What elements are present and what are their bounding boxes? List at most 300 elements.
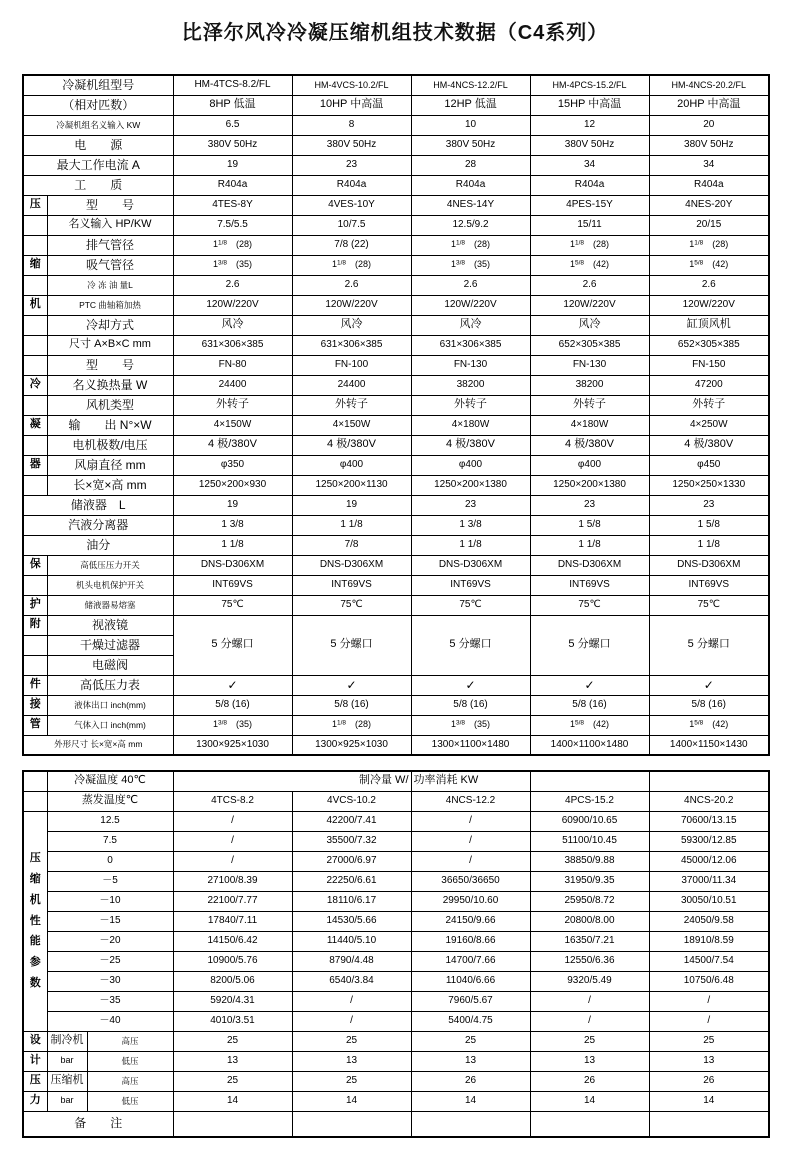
performance-value: 14700/7.66 <box>411 951 530 971</box>
table-cell: 2.6 <box>649 275 769 295</box>
model-header: 4PCS-15.2 <box>530 791 649 811</box>
row-label: 最大工作电流 A <box>23 155 173 175</box>
condensing-temp-header: 冷凝温度 40℃ <box>47 771 173 791</box>
table-cell: 631×306×385 <box>292 335 411 355</box>
performance-value: / <box>292 991 411 1011</box>
table-cell: 19 <box>173 495 292 515</box>
row-label: 吸气管径 <box>47 255 173 275</box>
pressure-value: 14 <box>649 1091 769 1111</box>
group-label: 接 <box>23 695 47 715</box>
evap-temp-value: －35 <box>47 991 173 1011</box>
table-cell: 4 极/380V <box>173 435 292 455</box>
table-cell: 23 <box>530 495 649 515</box>
table-cell: 631×306×385 <box>173 335 292 355</box>
table-cell: 19 <box>173 155 292 175</box>
row-label: 汽液分离器 <box>23 515 173 535</box>
table-cell: 4PES-15Y <box>530 195 649 215</box>
table-row <box>23 991 769 1011</box>
spacer-cell <box>530 771 649 791</box>
table-cell: 外转子 <box>649 395 769 415</box>
table-cell: 20HP 中高温 <box>649 95 769 115</box>
group-label: 附 <box>23 615 47 635</box>
group-label <box>23 435 47 455</box>
row-label: 外形尺寸 长×宽×高 mm <box>23 735 173 755</box>
remark-label: 备 注 <box>23 1111 173 1137</box>
performance-value: / <box>292 1011 411 1031</box>
table-row <box>23 355 769 375</box>
table-cell: 风冷 <box>292 315 411 335</box>
table-cell: ✓ <box>173 675 292 695</box>
table-row <box>23 115 769 135</box>
table-cell: 5/8 (16) <box>173 695 292 715</box>
table-cell: DNS-D306XM <box>649 555 769 575</box>
row-label: 视液镜 <box>47 615 173 635</box>
table-cell: FN-150 <box>649 355 769 375</box>
table-row <box>23 335 769 355</box>
table-cell: FN-130 <box>530 355 649 375</box>
table-cell: 4 极/380V <box>530 435 649 455</box>
table-row <box>23 615 769 635</box>
group-label <box>23 315 47 335</box>
table-cell: 120W/220V <box>173 295 292 315</box>
table-cell: 120W/220V <box>649 295 769 315</box>
evap-temp-value: 12.5 <box>47 811 173 831</box>
table-row <box>23 455 769 475</box>
group-label: 设 <box>23 1031 47 1051</box>
table-cell: 380V 50Hz <box>530 135 649 155</box>
table-cell: 外转子 <box>292 395 411 415</box>
remark-value <box>173 1111 292 1137</box>
table-row <box>23 735 769 755</box>
group-label <box>23 791 47 811</box>
table-cell: $1^{3/8}$ (35) <box>173 255 292 275</box>
table-cell: 4×150W <box>173 415 292 435</box>
performance-value: 42200/7.41 <box>292 811 411 831</box>
table-cell: 4NES-20Y <box>649 195 769 215</box>
pressure-kind: 高压 <box>87 1071 173 1091</box>
table-cell: 1 1/8 <box>173 535 292 555</box>
pressure-value: 26 <box>649 1071 769 1091</box>
pressure-value: 26 <box>530 1071 649 1091</box>
performance-value: 35500/7.32 <box>292 831 411 851</box>
table-cell: 8HP 低温 <box>173 95 292 115</box>
pressure-value: 13 <box>649 1051 769 1071</box>
table-cell: 外转子 <box>411 395 530 415</box>
performance-value: 8790/4.48 <box>292 951 411 971</box>
table-row <box>23 295 769 315</box>
pressure-value: 25 <box>530 1031 649 1051</box>
remark-value <box>649 1111 769 1137</box>
table-cell: 38200 <box>530 375 649 395</box>
group-label: 压 <box>23 195 47 215</box>
table-cell: 7.5/5.5 <box>173 215 292 235</box>
table-cell: 4×180W <box>530 415 649 435</box>
table-cell: 1400×1100×1480 <box>530 735 649 755</box>
performance-value: 24150/9.66 <box>411 911 530 931</box>
pressure-kind: 高压 <box>87 1031 173 1051</box>
performance-value: 19160/8.66 <box>411 931 530 951</box>
table-row <box>23 135 769 155</box>
table-row <box>23 475 769 495</box>
table-row <box>23 535 769 555</box>
table-cell: 5 分螺口 <box>411 615 530 675</box>
table-cell: 5/8 (16) <box>530 695 649 715</box>
table-row <box>23 275 769 295</box>
group-label <box>23 335 47 355</box>
table-cell: 风冷 <box>173 315 292 335</box>
table-cell: 15HP 中高温 <box>530 95 649 115</box>
performance-value: 9320/5.49 <box>530 971 649 991</box>
table-cell: 1250×200×1380 <box>411 475 530 495</box>
table-cell: 47200 <box>649 375 769 395</box>
group-label: 力 <box>23 1091 47 1111</box>
table-cell: 38200 <box>411 375 530 395</box>
table-cell: 2.6 <box>411 275 530 295</box>
table-row <box>23 595 769 615</box>
table-cell: 1300×925×1030 <box>173 735 292 755</box>
table-row <box>23 695 769 715</box>
table-cell: 1250×250×1330 <box>649 475 769 495</box>
row-label: （相对匹数） <box>23 95 173 115</box>
group-label <box>23 771 47 791</box>
row-label: 高低压压力开关 <box>47 555 173 575</box>
table-cell: $1^{3/8}$ (35) <box>411 715 530 735</box>
table-cell: 1 1/8 <box>530 535 649 555</box>
table-cell: 19 <box>292 495 411 515</box>
table-row <box>23 1111 769 1137</box>
table-cell: 6.5 <box>173 115 292 135</box>
table-cell: DNS-D306XM <box>173 555 292 575</box>
table-cell: $1^{1/8}$ (28) <box>411 235 530 255</box>
table-cell: 5 分螺口 <box>649 615 769 675</box>
row-label: 长×宽×高 mm <box>47 475 173 495</box>
table-row <box>23 155 769 175</box>
table-cell: 75℃ <box>649 595 769 615</box>
model-header: 4NCS-20.2 <box>649 791 769 811</box>
table-cell: 5 分螺口 <box>173 615 292 675</box>
pressure-value: 25 <box>292 1031 411 1051</box>
table-cell: 10 <box>411 115 530 135</box>
row-label: 气体入口 inch(mm) <box>47 715 173 735</box>
group-label: 凝 <box>23 415 47 435</box>
table-cell: 23 <box>649 495 769 515</box>
model-header: 4TCS-8.2 <box>173 791 292 811</box>
table-row <box>23 1051 769 1071</box>
evap-temp-value: －10 <box>47 891 173 911</box>
table-row <box>23 1031 769 1051</box>
table-row <box>23 931 769 951</box>
table-row <box>23 235 769 255</box>
table-cell: 2.6 <box>292 275 411 295</box>
page-title: 比泽尔风冷冷凝压缩机组技术数据（C4系列） <box>181 22 609 44</box>
performance-value: 38850/9.88 <box>530 851 649 871</box>
performance-value: / <box>649 991 769 1011</box>
table-cell: 2.6 <box>173 275 292 295</box>
table-cell: 8 <box>292 115 411 135</box>
table-cell: 1250×200×930 <box>173 475 292 495</box>
remark-value <box>292 1111 411 1137</box>
table-cell: $1^{5/8}$ (42) <box>530 715 649 735</box>
pressure-value: 25 <box>173 1071 292 1091</box>
performance-value: / <box>411 831 530 851</box>
performance-value: 30050/10.51 <box>649 891 769 911</box>
table-cell: 12HP 低温 <box>411 95 530 115</box>
pressure-subject: 压缩机 <box>47 1071 87 1091</box>
table-cell: φ450 <box>649 455 769 475</box>
pressure-value: 25 <box>649 1031 769 1051</box>
table-header-row <box>23 771 769 791</box>
row-label: 冷却方式 <box>47 315 173 335</box>
table-cell: FN-130 <box>411 355 530 375</box>
table-cell: 24400 <box>292 375 411 395</box>
table-cell: 5/8 (16) <box>292 695 411 715</box>
table-row <box>23 555 769 575</box>
row-label: 排气管径 <box>47 235 173 255</box>
table-cell: R404a <box>530 175 649 195</box>
table-cell: 1 5/8 <box>530 515 649 535</box>
performance-value: / <box>173 831 292 851</box>
table-cell: INT69VS <box>292 575 411 595</box>
pressure-value: 25 <box>173 1031 292 1051</box>
table-header-row <box>23 791 769 811</box>
table-cell: 15/11 <box>530 215 649 235</box>
performance-value: 60900/10.65 <box>530 811 649 831</box>
row-label: 电 源 <box>23 135 173 155</box>
performance-value: / <box>411 811 530 831</box>
table-row <box>23 1011 769 1031</box>
performance-value: 24050/9.58 <box>649 911 769 931</box>
table-cell: 1 1/8 <box>649 535 769 555</box>
table-row <box>23 215 769 235</box>
pressure-subject: 制冷机 <box>47 1031 87 1051</box>
table-cell: 4×180W <box>411 415 530 435</box>
table-cell: $1^{1/8}$ (28) <box>173 235 292 255</box>
table-cell: 34 <box>530 155 649 175</box>
table-row <box>23 911 769 931</box>
table-row <box>23 891 769 911</box>
table-cell: INT69VS <box>649 575 769 595</box>
row-label: 冷凝机组型号 <box>23 75 173 95</box>
row-label: 名义输入 HP/KW <box>47 215 173 235</box>
table-cell: $1^{5/8}$ (42) <box>649 255 769 275</box>
group-label: 件 <box>23 675 47 695</box>
table-row <box>23 675 769 695</box>
table-cell: 1250×200×1380 <box>530 475 649 495</box>
table-cell: 1400×1150×1430 <box>649 735 769 755</box>
row-label: 冷凝机组名义输入 KW <box>23 115 173 135</box>
group-label <box>23 355 47 375</box>
row-label: 电机极数/电压 <box>47 435 173 455</box>
model-header: 4VCS-10.2 <box>292 791 411 811</box>
performance-value: / <box>649 1011 769 1031</box>
pressure-value: 13 <box>292 1051 411 1071</box>
performance-value: 45000/12.06 <box>649 851 769 871</box>
table-cell: 4 极/380V <box>649 435 769 455</box>
table-cell: 4VES-10Y <box>292 195 411 215</box>
row-label: 风扇直径 mm <box>47 455 173 475</box>
performance-value: 12550/6.36 <box>530 951 649 971</box>
group-label <box>23 235 47 255</box>
capacity-header: 制冷量 W/ <box>173 771 411 791</box>
row-label: 高低压力表 <box>47 675 173 695</box>
performance-value: 16350/7.21 <box>530 931 649 951</box>
table-cell: $1^{1/8}$ (28) <box>530 235 649 255</box>
table-cell: 652×305×385 <box>530 335 649 355</box>
table-cell: 75℃ <box>411 595 530 615</box>
performance-value: 36650/36650 <box>411 871 530 891</box>
performance-value: / <box>530 1011 649 1031</box>
table-cell: 1 3/8 <box>411 515 530 535</box>
performance-value: 22250/6.61 <box>292 871 411 891</box>
table-row <box>23 575 769 595</box>
table-row <box>23 95 769 115</box>
table-row <box>23 515 769 535</box>
table-cell: 20/15 <box>649 215 769 235</box>
group-label <box>23 395 47 415</box>
row-label: 型 号 <box>47 195 173 215</box>
table-cell: DNS-D306XM <box>530 555 649 575</box>
group-label: 冷 <box>23 375 47 395</box>
table-cell: $1^{1/8}$ (28) <box>292 255 411 275</box>
table-cell: 4×150W <box>292 415 411 435</box>
table-cell: 风冷 <box>530 315 649 335</box>
table-cell: 1 3/8 <box>173 515 292 535</box>
performance-value: 27100/8.39 <box>173 871 292 891</box>
row-label: 名义换热量 W <box>47 375 173 395</box>
table-cell: INT69VS <box>173 575 292 595</box>
evap-temp-value: －15 <box>47 911 173 931</box>
table-cell: $1^{5/8}$ (42) <box>649 715 769 735</box>
remark-value <box>411 1111 530 1137</box>
table-cell: 1 5/8 <box>649 515 769 535</box>
row-label: 冷 冻 油 量L <box>47 275 173 295</box>
table-cell: 12 <box>530 115 649 135</box>
group-label: 护 <box>23 595 47 615</box>
group-label: 压 缩 机 性 能 参 数 <box>23 811 47 1031</box>
table-cell: ✓ <box>649 675 769 695</box>
performance-value: 14500/7.54 <box>649 951 769 971</box>
group-label: 计 <box>23 1051 47 1071</box>
row-label: 尺寸 A×B×C mm <box>47 335 173 355</box>
evap-temp-value: －25 <box>47 951 173 971</box>
technical-data-table <box>22 74 770 756</box>
evap-temp-value: －20 <box>47 931 173 951</box>
evap-temp-value: －30 <box>47 971 173 991</box>
table-cell: 外转子 <box>530 395 649 415</box>
table-cell: 380V 50Hz <box>292 135 411 155</box>
table-cell: 5/8 (16) <box>649 695 769 715</box>
table-cell: 2.6 <box>530 275 649 295</box>
pressure-subject: bar <box>47 1051 87 1071</box>
power-header: 功率消耗 KW <box>411 771 530 791</box>
group-label <box>23 475 47 495</box>
performance-value: 6540/3.84 <box>292 971 411 991</box>
table-cell: 4NES-14Y <box>411 195 530 215</box>
pressure-kind: 低压 <box>87 1051 173 1071</box>
table-cell: R404a <box>649 175 769 195</box>
table-row <box>23 715 769 735</box>
row-label: 工 质 <box>23 175 173 195</box>
table-cell: FN-100 <box>292 355 411 375</box>
performance-value: 11440/5.10 <box>292 931 411 951</box>
performance-value: 4010/3.51 <box>173 1011 292 1031</box>
group-label: 压 <box>23 1071 47 1091</box>
evap-temp-value: 0 <box>47 851 173 871</box>
pressure-value: 13 <box>173 1051 292 1071</box>
pressure-kind: 低压 <box>87 1091 173 1111</box>
table-cell: DNS-D306XM <box>292 555 411 575</box>
table-cell: φ400 <box>411 455 530 475</box>
performance-value: / <box>173 811 292 831</box>
table-row <box>23 851 769 871</box>
group-label <box>23 655 47 675</box>
group-label <box>23 635 47 655</box>
table-cell: 652×305×385 <box>649 335 769 355</box>
row-label: 输 出 N°×W <box>47 415 173 435</box>
table-row <box>23 395 769 415</box>
table-cell: 380V 50Hz <box>411 135 530 155</box>
table-cell: 4 极/380V <box>411 435 530 455</box>
table-cell: 120W/220V <box>530 295 649 315</box>
table-cell: $1^{3/8}$ (35) <box>411 255 530 275</box>
pressure-value: 25 <box>292 1071 411 1091</box>
table-cell: INT69VS <box>530 575 649 595</box>
pressure-value: 26 <box>411 1071 530 1091</box>
row-label: 机头电机保护开关 <box>47 575 173 595</box>
pressure-subject: bar <box>47 1091 87 1111</box>
table-cell: 12.5/9.2 <box>411 215 530 235</box>
table-cell: $1^{5/8}$ (42) <box>530 255 649 275</box>
table-row <box>23 871 769 891</box>
row-label: 风机类型 <box>47 395 173 415</box>
table-cell: φ350 <box>173 455 292 475</box>
table-cell: 24400 <box>173 375 292 395</box>
table-cell: 23 <box>411 495 530 515</box>
table-cell: 20 <box>649 115 769 135</box>
performance-value: 18910/8.59 <box>649 931 769 951</box>
table-row <box>23 831 769 851</box>
performance-value: / <box>411 851 530 871</box>
table-cell: 缸顶风机 <box>649 315 769 335</box>
evap-temp-value: 7.5 <box>47 831 173 851</box>
table-cell: 5/8 (16) <box>411 695 530 715</box>
table-cell: 75℃ <box>530 595 649 615</box>
table-row <box>23 971 769 991</box>
table-cell: 10HP 中高温 <box>292 95 411 115</box>
table-cell: 1 1/8 <box>292 515 411 535</box>
table-row <box>23 495 769 515</box>
performance-value: 14150/6.42 <box>173 931 292 951</box>
model-header: 4NCS-12.2 <box>411 791 530 811</box>
performance-value: 22100/7.77 <box>173 891 292 911</box>
evap-temp-value: －5 <box>47 871 173 891</box>
pressure-value: 14 <box>411 1091 530 1111</box>
table-cell: $1^{1/8}$ (28) <box>292 715 411 735</box>
performance-value: 14530/5.66 <box>292 911 411 931</box>
table-cell: R404a <box>173 175 292 195</box>
table-cell: 4 极/380V <box>292 435 411 455</box>
table-cell: HM-4NCS-20.2/FL <box>649 75 769 95</box>
table-row <box>23 255 769 275</box>
table-cell: 4×250W <box>649 415 769 435</box>
pressure-value: 13 <box>530 1051 649 1071</box>
performance-value: 10900/5.76 <box>173 951 292 971</box>
group-label: 机 <box>23 295 47 315</box>
table-cell: 7/8 (22) <box>292 235 411 255</box>
table-cell: 5 分螺口 <box>292 615 411 675</box>
table-cell: 1300×925×1030 <box>292 735 411 755</box>
table-cell: $1^{1/8}$ (28) <box>649 235 769 255</box>
